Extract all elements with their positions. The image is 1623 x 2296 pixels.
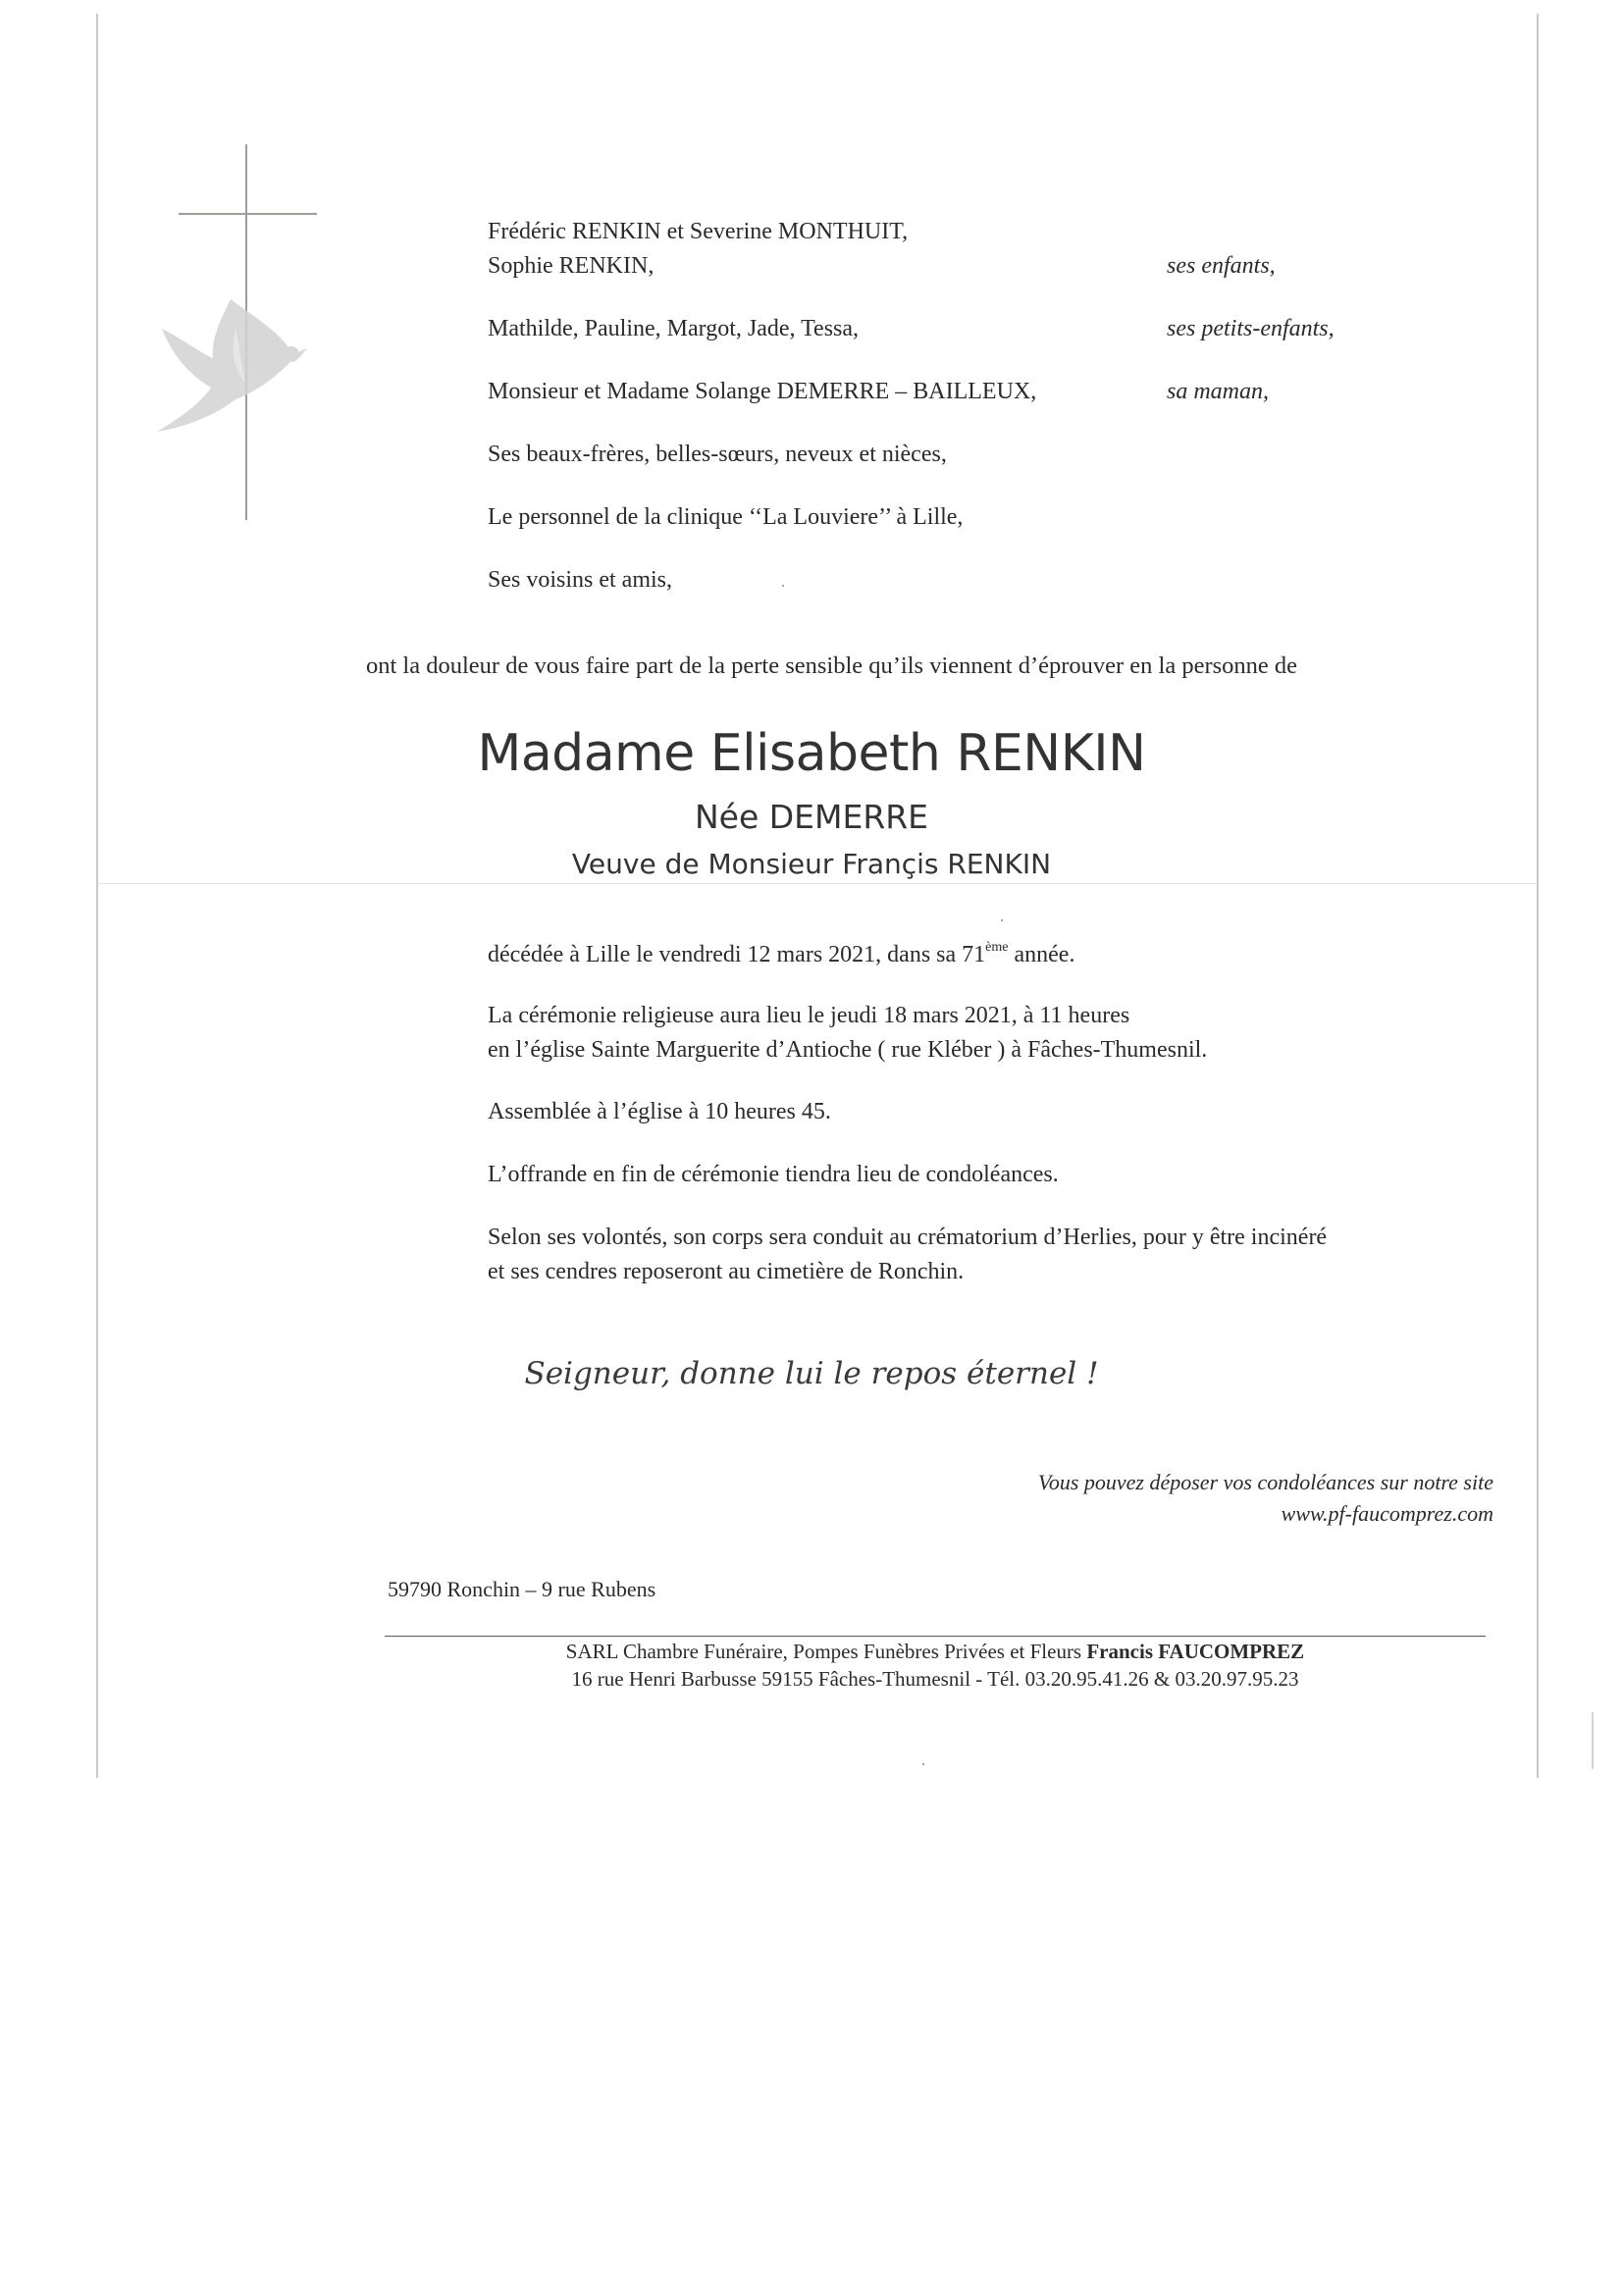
assembly-line: Assemblée à l’église à 10 heures 45. — [488, 1099, 831, 1124]
family-grandchildren: Mathilde, Pauline, Margot, Jade, Tessa, — [488, 316, 860, 341]
scan-mark — [1592, 1712, 1594, 1769]
ceremony-line-2: en l’église Sainte Marguerite d’Antioche ( rue Kléber ) à Fâches-Thumesnil. — [488, 1037, 1208, 1063]
death-line — [488, 940, 1074, 969]
footer-company: SARL Chambre Funéraire, Pompes Funèbres Privées et Fleurs — [565, 1640, 1087, 1663]
widow-line: Veuve de Monsieur Françis RENKIN — [571, 848, 1052, 880]
maiden-name: Née DEMERRE — [694, 798, 929, 836]
page-right-edge — [1537, 14, 1539, 1778]
announcement-text: ont la douleur de vous faire part de la perte sensible qu’ils viennent d’éprouver en la personne de — [366, 652, 1298, 679]
death-superscript: ème — [985, 940, 1009, 955]
condolences-line-1: Vous pouvez déposer vos condoléances sur notre site — [1037, 1470, 1493, 1494]
label-children: ses enfants, — [1167, 253, 1276, 279]
family-children-line-1: Frédéric RENKIN et Severine MONTHUIT, — [488, 219, 909, 244]
family-parents: Monsieur et Madame Solange DEMERRE – BAILLEUX, — [488, 379, 1037, 404]
scan-speck — [922, 1763, 924, 1765]
wishes-line-1: Selon ses volontés, son corps sera conduit au crématorium d’Herlies, pour y être incinéré — [488, 1225, 1328, 1250]
family-children-line-2: Sophie RENKIN, — [488, 253, 654, 279]
prayer-text: Seigneur, donne lui le repos éternel ! — [524, 1356, 1099, 1391]
dove-icon — [142, 270, 309, 446]
scan-speck — [1001, 919, 1003, 921]
address-line: 59790 Ronchin – 9 rue Rubens — [388, 1577, 656, 1601]
footer-company-name: Francis FAUCOMPREZ — [1086, 1640, 1305, 1663]
footer-line-1 — [385, 1640, 1486, 1664]
family-clinic-staff: Le personnel de la clinique ‘‘La Louviere’’ à Lille, — [488, 504, 964, 530]
footer-line-2: 16 rue Henri Barbusse 59155 Fâches-Thumesnil - Tél. 03.20.95.41.26 & 03.20.97.95.23 — [571, 1667, 1299, 1691]
ceremony-line-1: La cérémonie religieuse aura lieu le jeudi 18 mars 2021, à 11 heures — [488, 1003, 1130, 1028]
family-in-laws: Ses beaux-frères, belles-sœurs, neveux et nièces, — [488, 442, 947, 467]
condolences-website[interactable]: www.pf-faucomprez.com — [1281, 1501, 1493, 1526]
footer-rule — [385, 1636, 1486, 1637]
deceased-name: Madame Elisabeth RENKIN — [477, 724, 1146, 783]
family-friends: Ses voisins et amis, — [488, 567, 673, 593]
scan-speck — [782, 585, 784, 587]
death-text-end: année. — [1008, 942, 1075, 967]
label-grandchildren: ses petits-enfants, — [1167, 316, 1335, 341]
wishes-line-2: et ses cendres reposeront au cimetière de Ronchin. — [488, 1259, 965, 1284]
label-mother: sa maman, — [1167, 379, 1270, 404]
cross-horizontal — [179, 213, 317, 215]
death-text: décédée à Lille le vendredi 12 mars 2021, dans sa 71 — [488, 942, 986, 967]
page-left-edge — [96, 14, 98, 1778]
fold-line — [98, 883, 1537, 884]
offering-line: L’offrande en fin de cérémonie tiendra lieu de condoléances. — [488, 1162, 1059, 1187]
